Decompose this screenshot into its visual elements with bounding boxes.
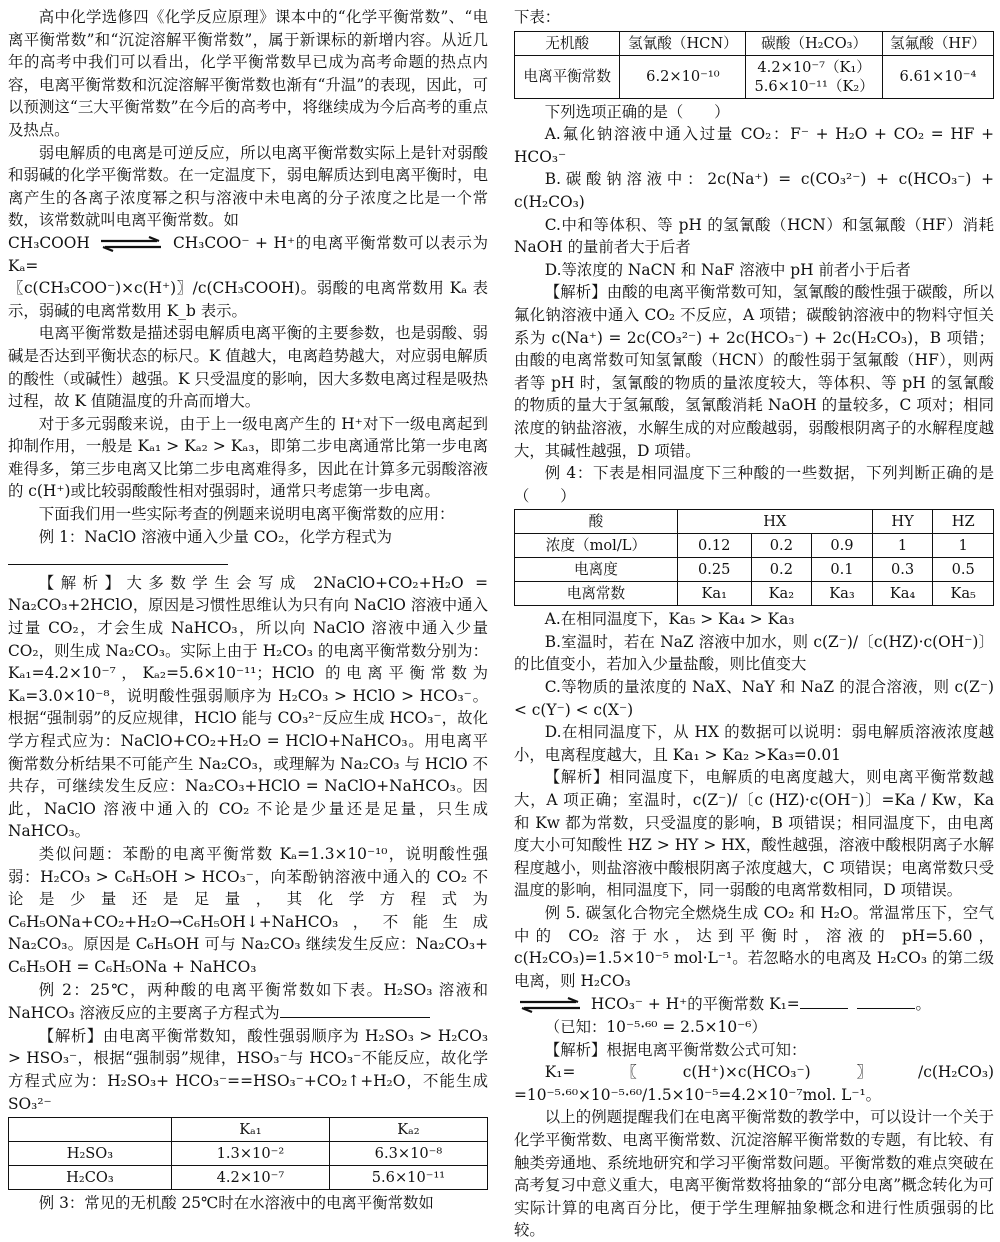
option-c: C.中和等体积、等 pH 的氢氰酸（HCN）和氢氟酸（HF）消耗 NaOH 的量前者大于后者: [514, 215, 994, 257]
example-1-analysis: 【解析】大多数学生会写成 2NaClO+CO₂+H₂O = Na₂CO₃+2HClO，原因是习惯性思维认为只有向 NaClO 溶液中通入过量 CO₂，才会生成 NaHCO₃，所以向 NaClO 溶液中通入少量 CO₂，则生成 Na₂CO₃。实际上由于 H₂CO₃ 的电离平衡常数分别为：Kₐ₁=4.2×10⁻⁷，Kₐ₂=5.6×10⁻¹¹；HClO 的电离平衡常数为 Kₐ=3.0×10⁻⁸，说明酸性强弱顺序为 H₂CO₃ > HClO > HCO₃⁻。根据“强制弱”的反应规律，HClO 能与 CO₃²⁻反应生成 HCO₃⁻，故化学方程式应为：NaClO+CO₂+H₂O = HClO+NaHCO₃。用电离平衡常数分析结果不可能产生 Na₂CO₃，或理解为 Na₂CO₃ 与 HClO 不共存，可继续发生反应：Na₂CO₃+HClO = NaClO+NaHCO₃。因此，NaClO 溶液中通入的 CO₂ 不论是少量还是足量，只生成 NaHCO₃。: [8, 573, 488, 841]
option-c: C.等物质的量浓度的 NaX、NaY 和 NaZ 的混合溶液，则 c(Z⁻) < c(Y⁻) < c(X⁻): [514, 678, 994, 719]
table-cell: 酸: [515, 510, 678, 534]
table-cell: 0.12: [677, 534, 751, 558]
left-column: [8, 6, 488, 1215]
table-row: [515, 534, 994, 558]
table-cell: 6.3×10⁻⁸: [329, 1142, 487, 1166]
table-cell: [746, 55, 883, 98]
constant-meaning-paragraph: 电离平衡常数是描述弱电解质电离平衡的主要参数，也是弱酸、弱碱是否达到平衡状态的标尺。K 值越大，电离趋势越大，对应弱电解质的酸性（或碱性）越强。K 只受温度的影响，因大多数电离过程是吸热过程，故 K 值随温度的升高而增大。: [8, 324, 488, 411]
table-cell: 0.2: [751, 558, 812, 582]
option-a: A.在相同温度下，Ka₅ > Ka₄ > Ka₃: [544, 610, 795, 629]
table-cell: Ka₂: [751, 582, 812, 606]
table-cell: 4.2×10⁻⁷: [171, 1166, 329, 1190]
option-d: D.等浓度的 NaCN 和 NaF 溶液中 pH 前者小于后者: [544, 260, 911, 279]
answer-blank: [857, 992, 915, 1009]
example-4-analysis: 【解析】相同温度下，电解质的电离度越大，则电离平衡常数越大，A 项正确；室温时，c(Z⁻)/〔c (HZ)·c(OH⁻)〕=Ka / Kw，Ka 和 Kw 都为常数，只受温度的影响，B 项错误；相同温度下，由电离度大小可知酸性 HZ > HY > HX，酸性越强，溶液中酸根阴离子水解程度越小，则盐溶液中酸根阴离子浓度越大，C 项错误；电离常数只受温度的影响，相同温度下，同一弱酸的电离常数相同，D 项错误。: [514, 768, 994, 900]
table-cell: 氢氟酸（HF）: [882, 31, 993, 55]
table-cell: 电离平衡常数: [515, 55, 620, 98]
table-row: [515, 558, 994, 582]
table-cell: Ka₅: [933, 582, 994, 606]
table-cell: 1.3×10⁻²: [171, 1142, 329, 1166]
equation-end: 。: [915, 995, 931, 1014]
table-cell: [9, 1118, 172, 1142]
table-cell: 0.5: [933, 558, 994, 582]
table-cell: Kₐ₁: [171, 1118, 329, 1142]
question-stem: 下列选项正确的是（ ）: [544, 102, 730, 121]
table-cell: 0.2: [751, 534, 812, 558]
table-cell: Ka₃: [812, 582, 873, 606]
example-2-analysis: 【解析】由电离平衡常数知，酸性强弱顺序为 H₂SO₃ > H₂CO₃ > HSO₃⁻，根据“强制弱”规律，HSO₃⁻与 HCO₃⁻不能反应，故化学方程式应为：H₂SO₃+ HCO₃⁻==HSO₃⁻+CO₂↑+H₂O，不能生成 SO₃²⁻: [8, 1026, 488, 1113]
table-cell: 0.1: [812, 558, 873, 582]
table-cell: 5.6×10⁻¹¹: [329, 1166, 487, 1190]
example-2-text: 例 2：25℃，两种酸的电离平衡常数如下表。H₂SO₃ 溶液和 NaHCO₃ 溶液反应的主要离子方程式为: [8, 980, 488, 1023]
table-row: [515, 582, 994, 606]
option-a: A.氟化钠溶液中通入过量 CO₂：F⁻ + H₂O + CO₂ = HF + HCO₃⁻: [514, 125, 994, 166]
example-1: [8, 526, 488, 572]
answer-blank: [8, 548, 228, 565]
table-cell: Ka₁: [677, 582, 751, 606]
table-cell: 电离常数: [515, 582, 678, 606]
table-cell: 1: [933, 534, 994, 558]
table-cell: H₂SO₃: [9, 1142, 172, 1166]
table-cell: 无机酸: [515, 31, 620, 55]
option-b: B.碳酸钠溶液中：2c(Na⁺) = c(CO₃²⁻) + c(HCO₃⁻) + c(H₂CO₃): [514, 170, 994, 211]
option-d: D.在相同温度下，从 HX 的数据可以说明：弱电解质溶液浓度越小，电离程度越大，且 Ka₁ > Ka₂ >Ka₃=0.01: [514, 723, 994, 764]
example-5-analysis: 【解析】根据电离平衡常数公式可知：: [544, 1040, 807, 1059]
example-3-start: 例 3：常见的无机酸 25℃时在水溶液中的电离平衡常数如: [38, 1194, 434, 1213]
equation-acetic-acid: [8, 232, 488, 277]
table-cell: 浓度（mol/L）: [515, 534, 678, 558]
table-row: [515, 55, 994, 98]
table-cell: 0.25: [677, 558, 751, 582]
k2-value: 5.6×10⁻¹¹（K₂）: [754, 77, 874, 95]
inorganic-acid-table: [514, 31, 994, 99]
polyprotic-paragraph: 对于多元弱酸来说，由于上一级电离产生的 H⁺对下一级电离起到抑制作用，一般是 Kₐ₁ > Kₐ₂ > Kₐ₃，即第二步电离通常比第一步电离难得多，第三步电离又比第二步电离难得多，因此在计算多元弱酸溶液的 c(H⁺)或比较弱酸酸性相对强弱时，通常只考虑第一步电离。: [8, 414, 488, 501]
option-b: B.室温时，若在 NaZ 溶液中加水，则 c(Z⁻)/〔c(HZ)·c(OH⁻)〕的比值变小，若加入少量盐酸，则比值变大: [514, 632, 994, 674]
table-cell: H₂CO₃: [9, 1166, 172, 1190]
table-cell: 碳酸（H₂CO₃）: [746, 31, 883, 55]
example-5-calculation: K₁=〖c(H⁺)×c(HCO₃⁻)〗/c(H₂CO₃) =10⁻⁵·⁶⁰×10⁻⁵·⁶⁰/1.5×10⁻⁵=4.2×10⁻⁷mol. L⁻¹。: [514, 1063, 994, 1104]
answer-blank: [280, 1001, 430, 1018]
equation-right: CH₃COO⁻ + H⁺的电离平衡常数可以表示为 Kₐ=: [8, 233, 488, 275]
table-cell: 6.2×10⁻¹⁰: [620, 55, 746, 98]
intro-paragraph: 高中化学选修四《化学反应原理》课本中的“化学平衡常数”、“电离平衡常数”和“沉淀溶解平衡常数”，属于新课标的新增内容。从近几年的高考中我们可以看出，化学平衡常数早已成为高考命题的热点内容，电离平衡常数和沉淀溶解平衡常数也渐有“升温”的表现，因此，可以预测这“三大平衡常数”在今后的高考中，将继续成为今后高考的重点及热点。: [8, 8, 488, 139]
table-cell: HZ: [933, 510, 994, 534]
equation-carbonic: [514, 992, 994, 1016]
three-acids-table: [514, 509, 994, 606]
table-row: [515, 31, 994, 55]
table-cell: 0.3: [872, 558, 933, 582]
answer-blank: [800, 992, 848, 1009]
table-row: [9, 1142, 488, 1166]
equilibrium-arrow-icon: [99, 236, 163, 252]
conclusion-paragraph: 以上的例题提醒我们在电离平衡常数的教学中，可以设计一个关于化学平衡常数、电离平衡常数、沉淀溶解平衡常数的专题，有比较、有触类旁通地、系统地研究和学习平衡常数问题。平衡常数的难点突破在高考复习中意义重大，电离平衡常数将抽象的“部分电离”概念转化为可实际计算的电离百分比，便于学生理解抽象概念和进行性质强弱的比较。: [514, 1108, 994, 1240]
example-5: 例 5. 碳氢化合物完全燃烧生成 CO₂ 和 H₂O。常温常压下，空气中的 CO₂ 溶于水，达到平衡时，溶液的 pH=5.60，c(H₂CO₃)=1.5×10⁻⁵ mol·L⁻¹。若忽略水的电离及 H₂CO₃ 的第二级电离，则 H₂CO₃: [514, 904, 994, 990]
table-row: [9, 1166, 488, 1190]
equation-continued: 〖c(CH₃COO⁻)×c(H⁺)〗/c(CH₃COOH)。弱酸的电离常数用 Kₐ 表示，弱碱的电离常数用 K_b 表示。: [8, 279, 488, 320]
known-note: （已知：10⁻⁵·⁶⁰ = 2.5×10⁻⁶）: [544, 1017, 767, 1036]
table-cell: Kₐ₂: [329, 1118, 487, 1142]
example-4: 例 4：下表是相同温度下三种酸的一些数据，下列判断正确的是（ ）: [514, 464, 994, 505]
table-cell: Ka₄: [872, 582, 933, 606]
examples-intro: 下面我们用一些实际考查的例题来说明电离平衡常数的应用：: [38, 505, 455, 524]
example-1-text: 例 1：NaClO 溶液中通入少量 CO₂，化学方程式为: [38, 527, 393, 546]
table-intro: 下表：: [514, 8, 561, 26]
table-cell: 电离度: [515, 558, 678, 582]
table-cell: HY: [872, 510, 933, 534]
table-row: [515, 510, 994, 534]
definition-paragraph: 弱电解质的电离是可逆反应，所以电离平衡常数实际上是针对弱酸和弱碱的化学平衡常数。在一定温度下，弱电解质达到电离平衡时，电离产生的各离子浓度幂之积与溶液中未电离的分子浓度之比是一个常数，该常数就叫电离平衡常数。如: [8, 143, 488, 230]
table-cell: HX: [677, 510, 872, 534]
table-cell: 0.9: [812, 534, 873, 558]
acid-constant-table: [8, 1117, 488, 1190]
example-3-analysis: 【解析】由酸的电离平衡常数可知，氢氰酸的酸性强于碳酸，所以氟化钠溶液中通入 CO₂ 不反应，A 项错；碳酸钠溶液中的物料守恒关系为 c(Na⁺) = 2c(CO₃²⁻) + 2c(HCO₃⁻) + 2c(H₂CO₃)，B 项错；由酸的电离常数可知氢氰酸（HCN）的酸性弱于氢氟酸（HF），则两者等 pH 时，氢氰酸的物质的量浓度较大，等体积、等 pH 的氢氰酸的物质的量大于氢氟酸，氢氰酸消耗 NaOH 的量较多，C 项对；相同浓度的钠盐溶液，水解生成的对应酸越弱，弱酸根阴离子的水解程度越大，其碱性越强，D 项错。: [514, 283, 994, 460]
example-2: [8, 979, 488, 1025]
table-cell: 氢氰酸（HCN）: [620, 31, 746, 55]
equilibrium-arrow-icon: [518, 997, 582, 1013]
similar-problem: 类似问题：苯酚的电离平衡常数 Kₐ=1.3×10⁻¹⁰，说明酸性强弱：H₂CO₃ > C₆H₅OH > HCO₃⁻，向苯酚钠溶液中通入的 CO₂ 不论是少量还是足量，其化学方程式为 C₆H₅ONa+CO₂+H₂O→C₆H₅OH↓+NaHCO₃，不能生成 Na₂CO₃。原因是 C₆H₅OH 可与 Na₂CO₃ 继续发生反应：Na₂CO₃+ C₆H₅OH = C₆H₅ONa + NaHCO₃: [8, 844, 488, 976]
equation-left: CH₃COOH: [8, 233, 90, 252]
table-row: [9, 1118, 488, 1142]
table-cell: 6.61×10⁻⁴: [882, 55, 993, 98]
table-cell: 1: [872, 534, 933, 558]
right-column: [514, 6, 994, 1242]
equation-text: HCO₃⁻ + H⁺的平衡常数 K₁=: [590, 995, 800, 1014]
k1-value: 4.2×10⁻⁷（K₁）: [757, 58, 871, 76]
